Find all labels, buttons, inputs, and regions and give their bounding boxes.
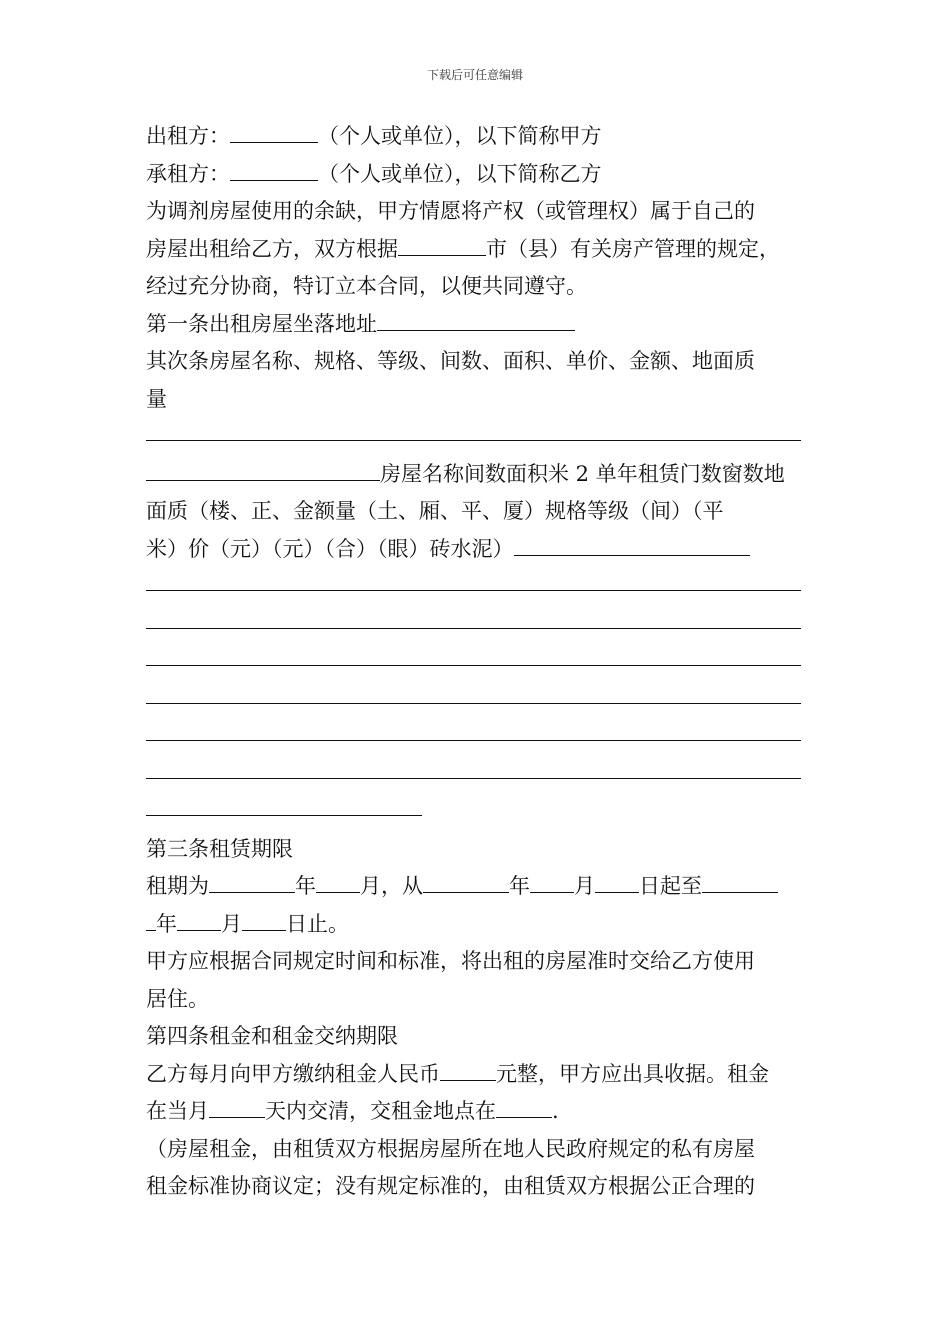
paragraph-line: （房屋租金，由租赁双方根据房屋所在地人民政府规定的私有房屋 [146,1136,755,1161]
blank-line [146,718,808,756]
blank-line [146,568,808,606]
lessor-line [146,118,808,156]
article-2-line: 其次条房屋名称、规格、等级、间数、面积、单价、金额、地面质 [146,349,755,373]
paragraph-line: 居住。 [146,986,209,1011]
lessee-blank [230,158,318,181]
lessor-label: 出租方： [146,124,230,148]
paragraph-line: 为调剂房屋使用的余缺，甲方情愿将产权（或管理权）属于自己的 [146,199,755,223]
article-4-title: 第四条租金和租金交纳期限 [146,1024,398,1048]
text-span: 日起至 [639,874,702,898]
text-span: 元整，甲方应出具收据。租金 [496,1061,769,1086]
rent-line [146,1093,808,1131]
city-blank [398,233,486,256]
text-span: 日止。 [286,911,349,936]
text-span: 月 [221,911,242,936]
text-span: 市（县）有关房产管理的规定， [486,236,780,261]
text-span: 年 [156,911,177,936]
lessee-line [146,156,808,194]
rent-line [146,1056,808,1094]
blank-segment [146,458,380,481]
blank-line [146,681,808,719]
blank-line [146,418,808,456]
blank-segment [595,870,639,893]
text-span: 乙方每月向甲方缴纳租金人民币 [146,1061,440,1086]
paragraph-line: 量 [146,386,167,411]
address-blank [377,308,575,331]
blank-line [146,643,808,681]
term-line [146,906,808,944]
page-header: 下载后可任意编辑 [426,68,523,82]
lessee-note: （个人或单位），以下简称乙方 [318,161,602,186]
paragraph-line: 租金标准协商议定；没有规定标准的，由租赁双方根据公正合理的 [146,1174,755,1198]
blank-segment [423,870,509,893]
article-1-line [146,306,808,344]
text-span: 房屋出租给乙方，双方根据 [146,236,398,261]
blank-segment [146,908,156,931]
text-span: 天内交清，交租金地点在 [265,1099,496,1123]
contract-body [146,118,808,1206]
blank-segment [177,908,221,931]
text-span: 月 [574,874,595,898]
text-span: 米）价（元）（元）（合）（眼）砖水泥） [146,536,514,561]
article-3-title: 第三条租赁期限 [146,836,293,861]
amount-blank [440,1058,496,1081]
paragraph-line: 甲方应根据合同规定时间和标准，将出租的房屋准时交给乙方使用 [146,949,755,973]
paragraph-line: 面质（楼、正、金额量（土、厢、平、厦）规格等级（间）（平 [146,499,724,523]
paragraph-line: 经过充分协商，特订立本合同，以便共同遵守。 [146,274,587,298]
text-span: 年 [509,874,530,898]
text-span: . [552,1099,559,1123]
blank-segment [530,870,574,893]
paragraph-line [146,531,808,569]
text-span: 在当月 [146,1099,209,1123]
paragraph-line [146,231,808,269]
blank-segment [209,870,295,893]
term-line [146,868,808,906]
blank-segment [514,533,750,556]
text-span: 租期为 [146,874,209,898]
text-span: 房屋名称间数面积米 2 单年租赁门数窗数地 [380,461,785,486]
blank-line [146,756,808,794]
blank-line [146,793,808,831]
blank-line [146,606,808,644]
place-blank [496,1095,552,1118]
days-blank [209,1095,265,1118]
lessee-label: 承租方： [146,161,230,186]
table-header-line [146,456,808,494]
article-1-title: 第一条出租房屋坐落地址 [146,311,377,336]
blank-segment [316,870,360,893]
text-span: 月，从 [360,874,423,898]
blank-segment [702,870,778,893]
text-span: 年 [295,874,316,898]
lessor-blank [230,120,318,143]
lessor-note: （个人或单位），以下简称甲方 [318,124,602,148]
blank-segment [242,908,286,931]
